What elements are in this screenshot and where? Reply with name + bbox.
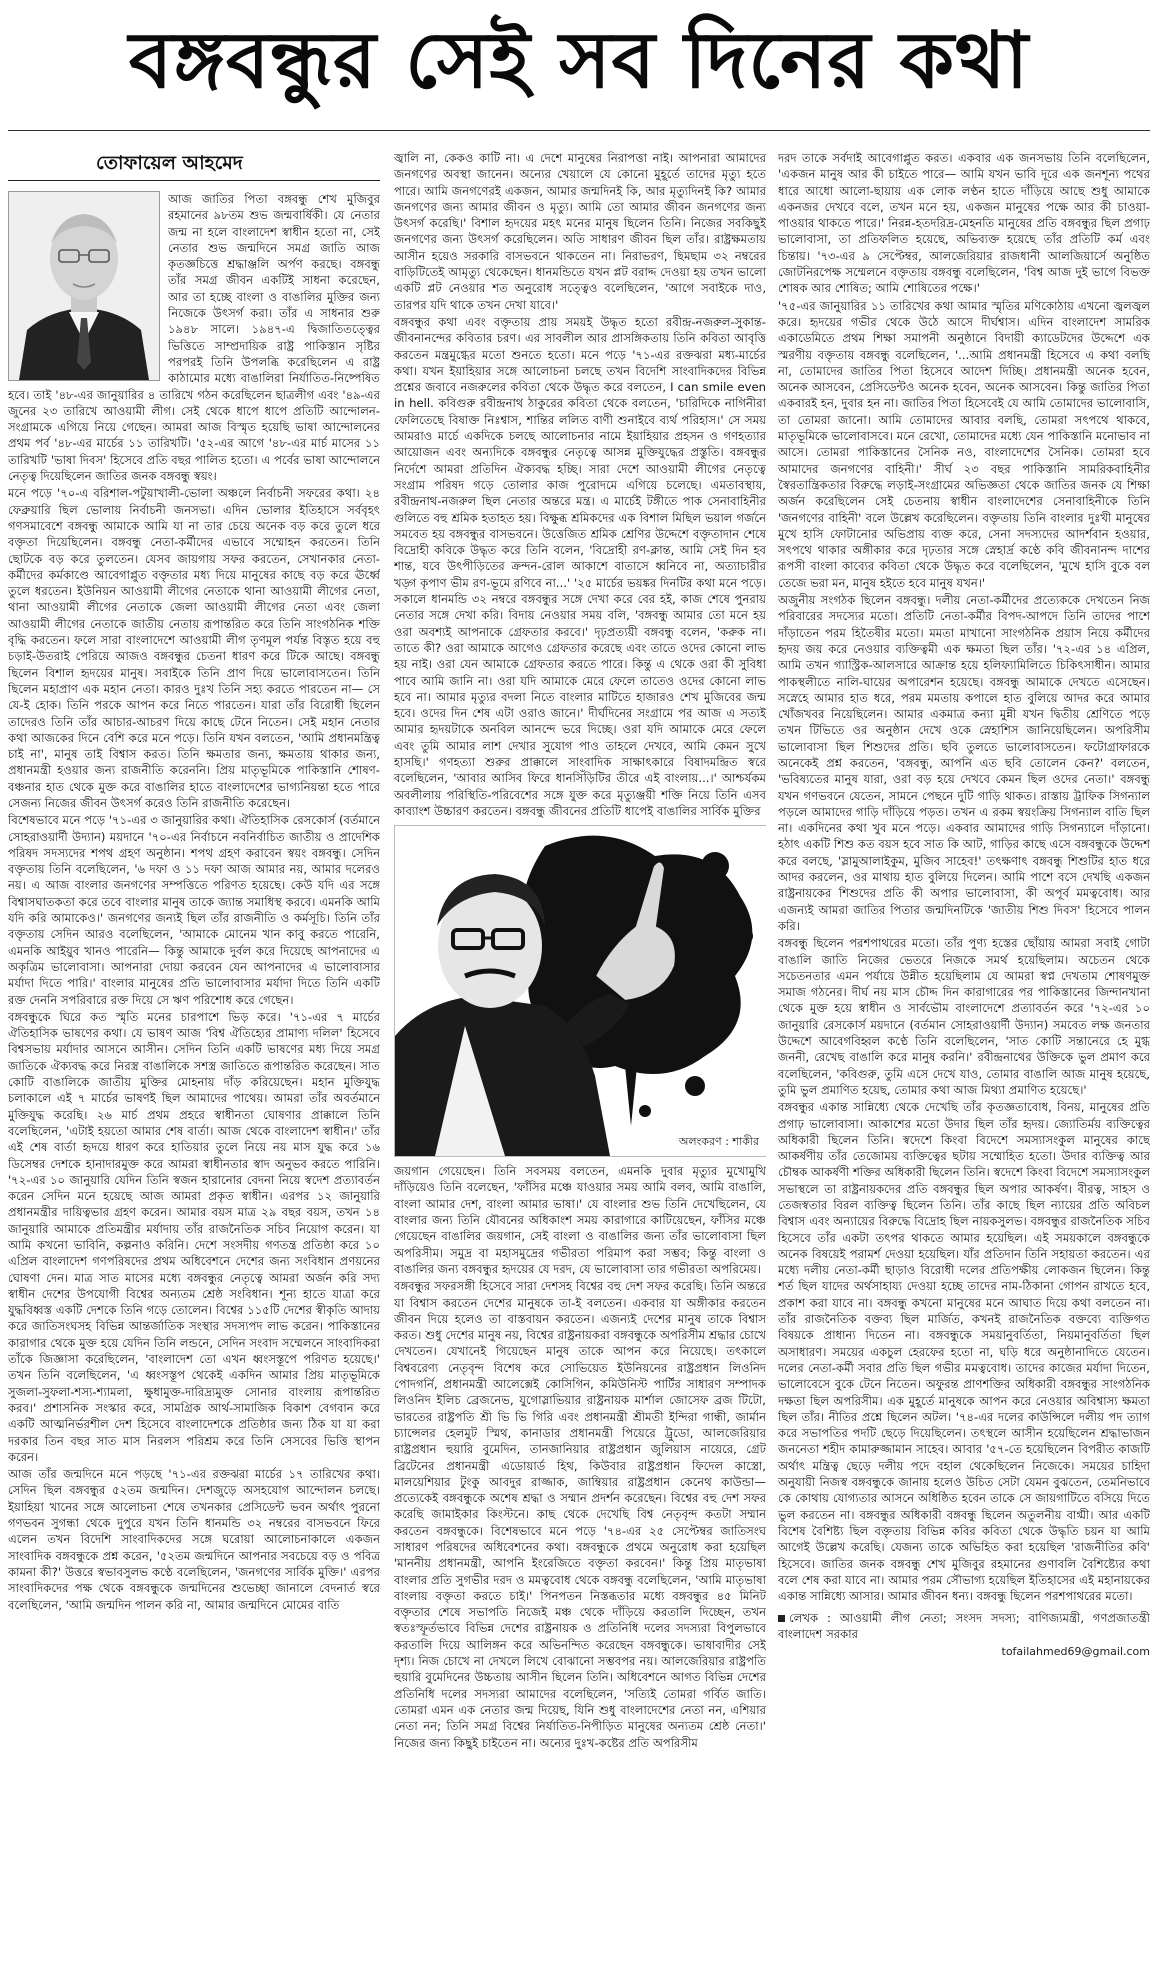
paragraph: জয়গান গেয়েছেন। তিনি সবসময় বলতেন, এমনকি দুবার মৃত্যুর মুখোমুখি দাঁড়িয়েও তিনি বলেছেন, 'ফাঁসির মঞ্চে যাওয়ার সময় আমি বলব, আমি বাঙালি, বাংলা আমার দেশ, বাংলা আমার ভাষা।' যে বাংলার শুভ তিনি দেখেছিলেন, যে বাংলার জন্য তিনি যৌবনের অধিকাংশ সময় কারাগারে কাটিয়েছেন, ফাঁসির মঞ্চে গেয়েছেন বাঙালির জয়গান, সেই বাংলা ও বাঙালির জন্য তাঁর ভালোবাসা ছিল অপরিসীম। সমুদ্র বা মহাসমুদ্রের গভীরতা পরিমাপ করা সম্ভব; কিন্তু বাংলা ও বাঙালির জন্য বঙ্গবন্ধুর হৃদয়ের যে দরদ, যে ভালোবাসা তার গভীরতা অপরিমেয়। xyxy=(394,1164,766,1276)
paragraph: জ্বালি না, কেকও কাটি না। এ দেশে মানুষের নিরাপত্তা নাই। আপনারা আমাদের জনগণের অবস্থা জানেন। অন্যের খেয়ালে যে কোনো মুহূর্তে তাদের মৃত্যু হতে পারে। আমি জনগণেরই একজন, আমার জন্মদিনই কি, আর মৃত্যুদিনই কি? আমার জনগণের জন্য আমার জীবন ও মৃত্যু। আমি তো আমার জীবন জনগণের জন্য উৎসর্গ করেছি।' বিশাল হৃদয়ের মহৎ মনের মানুষ ছিলেন তিনি। নিজের সবকিছুই জনগণের জন্য উৎসর্গ করেছিলেন। অতি সাধারণ জীবন ছিল তাঁর। রাষ্ট্রক্ষমতায় আসীন হয়েও সরকারি বাসভবনে থাকতেন না। নিরাভরণ, ছিমছাম ৩২ নম্বরের বাড়িটিতেই আমৃত্যু থেকেছেন। ধানমন্ডিতে যখন প্লট বরাদ্দ দেওয়া হয় তখন ভালো একটি প্লট নেওয়ার শত অনুরোধ সত্ত্বেও বলেছিলেন, 'আগে সবাইকে দাও, তারপর যদি থাকে তখন দেখা যাবে।' xyxy=(394,151,766,312)
illustration xyxy=(394,825,766,1157)
paragraph: আজ জাতির পিতা বঙ্গবন্ধু শেখ মুজিবুর রহমানের ৯৮তম শুভ জন্মবার্ষিকী। যে নেতার জন্ম না হলে বাংলাদেশ স্বাধীন হতো না, সেই নেতার শুভ জন্মদিনে সমগ্র জাতি আজ কৃতজ্ঞচিত্তে শ্রদ্ধাঞ্জলি অর্পণ করছে। বঙ্গবন্ধু তাঁর সমগ্র জীবন একটিই সাধনা করেছেন, আর তা হচ্ছে বাংলা ও বাঙালির মুক্তির জন্য নিজেকে উৎসর্গ করা। তাঁর এ সাধনার শুরু ১৯৪৮ সালে। ১৯৪৭-এ দ্বিজাতিতত্ত্বের ভিত্তিতে সাম্প্রদায়িক রাষ্ট্র পাকিস্তান সৃষ্টির পরপরই তিনি উপলব্ধি করেছিলেন এ রাষ্ট্র কাঠামোর মধ্যে বাঙালিরা নির্যাতিত-নিষ্পেষিত হবে। তাই '৪৮-এর জানুয়ারির ৪ তারিখে গঠন করেছিলেন ছাত্রলীগ এবং '৪৯-এর জুনের ২৩ তারিখে আওয়ামী লীগ। সেই থেকে ধাপে ধাপে প্রতিটি আন্দোলন-সংগ্রামকে এগিয়ে নিয়ে গেছেন। আমরা আজ বিস্মৃত হয়েছি ভাষা আন্দোলনের প্রথম পর্ব '৪৮-এর মার্চের ১১ তারিখটি। '৫২-এর আগে '৪৮-এর মার্চ মাসের ১১ তারিখটি 'ভাষা দিবস' হিসেবে প্রতি বছর পালিত হতো। এ পর্বের ভাষা আন্দোলনে নেতৃত্ব দিয়েছিলেন জাতির জনক বঙ্গবন্ধু স্বয়ং। xyxy=(8,192,380,484)
square-bullet-icon xyxy=(778,1615,785,1622)
headline-divider xyxy=(8,130,1150,131)
paragraph: বিশেষভাবে মনে পড়ে '৭১-এর ৩ জানুয়ারির কথা। ঐতিহাসিক রেসকোর্স (বর্তমানে সোহরাওয়ার্দী উদ্যান) ময়দানে '৭০-এর নির্বাচনে নবনির্বাচিত জাতীয় ও প্রাদেশিক পরিষদ সদস্যদের শপথ গ্রহণ অনুষ্ঠান। শপথ গ্রহণ করাবেন স্বয়ং বঙ্গবন্ধু। সেদিন বক্তৃতায় তিনি বলেছিলেন, '৬ দফা ও ১১ দফা আজ আমার নয়, আমার দলেরও নয়। এ আজ বাংলার জনগণের সম্পত্তিতে পরিণত হয়েছে। কেউ যদি এর সঙ্গে বিশ্বাসঘাতকতা করে তবে বাংলার মানুষ তাকে জ্যান্ত সমাধিস্থ করবে। এমনকি আমি যদি করি আমাকেও।' জনগণের জন্যই ছিল তাঁর রাজনীতি ও কর্মসূচি। তিনি তাঁর বক্তৃতায় সেদিন আরও বলেছিলেন, 'আমাকে মোনেম খান কাবু করতে পারেনি, এমনকি আইয়ুব খানও পারেনি— কিন্তু আমাকে দুর্বল করে দিয়েছে আপনাদের এ অকৃত্রিম ভালোবাসা। আপনারা দোয়া করবেন যেন আপনাদের এ ভালোবাসার মর্যাদা দিতে পারি।' বাংলার মানুষের প্রতি ভালোবাসার মর্যাদা দিতে তিনি একটি রক্ত দেননি সপরিবারে রক্ত দিয়ে সে ঋণ পরিশোধ করে গেছেন। xyxy=(8,813,380,1007)
paragraph: অজুনীয় সংগঠক ছিলেন বঙ্গবন্ধু। দলীয় নেতা-কর্মীদের প্রত্যেককে দেখতেন নিজ পরিবারের সদস্যের মতো। প্রতিটি নেতা-কর্মীর বিপদ-আপদে তিনি তাদের পাশে দাঁড়াতেন পরম হিতৈষীর মতো। মমতা মাখানো সাংগঠনিক প্রয়াস নিয়ে কর্মীদের হৃদয় জয় করে নেওয়ার ব্যক্তিত্বমী এক ক্ষমতা ছিল তাঁর। '৭২-এর ১৪ এপ্রিল, আমি তখন গ্যাস্ট্রিক-আলসারে আক্রান্ত হয়ে হলিফ্যামিলিতে চিকিৎসাধীন। আমার পাকস্থলীতে নালি-ঘায়ের অপারেশন হয়েছে। বঙ্গবন্ধু আমাকে দেখতে এসেছেন। সস্নেহে আমার হাত ধরে, পরম মমতায় কপালে হাত বুলিয়ে আদর করে আমার খোঁজখবর নিয়েছিলেন। আমার একমাত্র কন্যা মুন্নী যখন দ্বিতীয় শ্রেণিতে পড়ে তখন টিভিতে ওর অনুষ্ঠান দেখে ওকে স্নেহাশিস জানিয়েছিলেন। অপরিসীম ভালোবাসা ছিল শিশুদের প্রতি। ছবি তুলতে ভালোবাসতেন। ফটোগ্রাফারকে অনেকেই প্রশ্ন করতেন, 'বঙ্গবন্ধু, আপনি এত ছবি তোলেন কেন?' বলতেন, 'ভবিষ্যতের মানুষ যারা, ওরা বড় হয়ে দেখবে কেমন ছিল ওদের নেতা।' বঙ্গবন্ধু যখন গণভবনে যেতেন, সামনে পেছনে দুটি গাড়ি থাকত। রাস্তায় ট্রাফিক সিগন্যাল পড়লে আমাদের গাড়ি দাঁড়িয়ে পড়ত। তখন এ রকম স্বয়ংক্রিয় সিগন্যাল বাতি ছিল না। একদিনের কথা খুব মনে পড়ে। একবার আমাদের গাড়ি সিগন্যালে দাঁড়ানো। হঠাৎ একটি শিশু কত বয়স হবে সাত কি আট, গাড়ির কাছে এসে বঙ্গবন্ধুকে উদ্দেশ করে বলছে, 'স্লামুআলাইকুম, মুজিব সাহেব!' তৎক্ষণাৎ বঙ্গবন্ধু শিশুটির হাত ধরে আদর করলেন, ওর মাথায় হাত বুলিয়ে দিলেন। আমি পাশে বসে দেখছি একজন রাষ্ট্রনায়কের শিশুদের প্রতি কী অপার ভালোবাসা, কী অপূর্ব মমত্ববোধ। আর এজন্যই আমরা জাতির পিতার জন্মদিনটিকে 'জাতীয় শিশু দিবস' হিসেবে পালন করি। xyxy=(778,593,1150,933)
article-column-1 xyxy=(8,150,380,1970)
paragraph: বঙ্গবন্ধুকে ঘিরে কত স্মৃতি মনের চারপাশে ভিড় করে। '৭১-এর ৭ মার্চের ঐতিহাসিক ভাষণের কথা। যে ভাষণ আজ 'বিশ্ব ঐতিহ্যের প্রামাণ্য দলিল' হিসেবে বিশ্বসভায় মর্যাদার আসনে আসীন। সেদিন তিনি একটি ভাষণের মধ্য দিয়ে সমগ্র জাতিকে ঐক্যবদ্ধ করে নিরস্ত্র বাঙালিকে সশস্ত্র জাতিতে রূপান্তরিত করেছেন। সাত কোটি বাঙালিকে জাতীয় মুক্তির মোহনায় দাঁড় করিয়েছেন। মহান মুক্তিযুদ্ধ চলাকালে এই ৭ মার্চের ভাষণই ছিল আমাদের পাথেয়। আমরা তাঁর অবর্তমানে মুক্তিযুদ্ধ করেছি। ২৬ মার্চ প্রথম প্রহরে স্বাধীনতা ঘোষণার প্রাক্কালে তিনি বলেছিলেন, 'এটাই হয়তো আমার শেষ বার্তা। আজ থেকে বাংলাদেশ স্বাধীন।' তাঁর এই শেষ বার্তা হৃদয়ে ধারণ করে হাতিয়ার তুলে নিয়ে নয় মাস যুদ্ধ করে ১৬ ডিসেম্বর দেশকে হানাদারমুক্ত করে আমরা স্বাধীনতার স্বাদ অনুভব করতে পারিনি। '৭২-এর ১০ জানুয়ারি যেদিন তিনি স্বজন হারানোর বেদনা নিয়ে স্বদেশ প্রত্যাবর্তন করেন সেদিন মনে হয়েছে আজ আমরা প্রকৃত স্বাধীন। এরপর ১২ জানুয়ারি প্রধানমন্ত্রীর দায়িত্বভার গ্রহণ করেন। আমার বয়স মাত্র ২৯ বছর বয়স, তখন ১৪ জানুয়ারি আমাকে প্রতিমন্ত্রীর মর্যাদায় তাঁর রাজনৈতিক সচিব নিয়োগ করেন। যা আমি কখনো ভাবিনি, কল্পনাও করিনি। দেশে সংসদীয় গণতন্ত্র প্রতিষ্ঠা করে ১০ এপ্রিল বাংলাদেশ গণপরিষদের প্রথম অধিবেশনে দেশের জন্য সংবিধান প্রণয়নের ঘোষণা দেন। মাত্র সাত মাসের মধ্যে বঙ্গবন্ধুর নেতৃত্বে আমরা অর্জন করি সদ্য স্বাধীন দেশের উপযোগী বিশ্বের অন্যতম শ্রেষ্ঠ সংবিধান। শূন্য হাতে যাত্রা করে যুদ্ধবিধ্বস্ত একটি দেশকে তিনি গড়ে তোলেন। বিশ্বের ১১৫টি দেশের স্বীকৃতি আদায় করে জাতিসংঘসহ বিভিন্ন আন্তর্জাতিক সংস্থার সদস্যপদ লাভ করেন। পাকিস্তানের কারাগার থেকে মুক্ত হয়ে যেদিন তিনি লন্ডনে, সেদিন সংবাদ সম্মেলনে সাংবাদিকরা তাঁকে জিজ্ঞাসা করেছিলেন, 'বাংলাদেশ তো এখন ধ্বংসস্তূপে পরিণত হয়েছে।' তখন তিনি বলেছিলেন, 'এ ধ্বংসস্তূপ থেকেই একদিন আমার প্রিয় মাতৃভূমিকে সুজলা-সুফলা-শস্য-শ্যামলা, ক্ষুধামুক্ত-দারিদ্র্যমুক্ত সোনার বাংলায় রূপান্তরিত করব।' প্রশাসনিক সংস্কার করে, সামগ্রিক আর্থ-সামাজিক বিকাশ বেগবান করে একটি আত্মনির্ভরশীল দেশ হিসেবে বাংলাদেশকে প্রতিষ্ঠার জন্য ঠিক যা যা করা দরকার তিন বছর সাত মাস নিরলস পরিশ্রম করে তিনি সেসবের ভিত্তি স্থাপন করেন। xyxy=(8,1009,380,1464)
author-portrait-graphic xyxy=(9,192,159,380)
author-note xyxy=(778,1610,1150,1642)
article-column-2 xyxy=(394,150,766,1970)
paragraph: বঙ্গবন্ধুর একান্ত সান্নিধ্যে থেকে দেখেছি তাঁর কৃতজ্ঞতাবোধ, বিনয়, মানুষের প্রতি প্রগাঢ় ভালোবাসা। আকাশের মতো উদার ছিল তাঁর হৃদয়। জ্যোতির্ময় ব্যক্তিত্বের অধিকারী ছিলেন তিনি। স্বদেশে কিংবা বিদেশে সমস্যাসংকুল মানুষের কাছে আকর্ষণীয় তাঁর তেজোময় ব্যক্তিত্বের ছটায় সম্মোহিত হতো। উদার ব্যক্তিত্ব আর চৌম্বক আকর্ষণী শক্তির অধিকারী ছিলেন তিনি। স্বদেশে কিংবা বিদেশে সমস্যাসংকুল সভাস্থলে তা রাষ্ট্রনায়কদের প্রতি বঙ্গবন্ধুর ছিল অপার আকর্ষণ। বীরত্ব, সাহস ও তেজস্বতার বিরল ব্যক্তিত্ব ছিলেন তিনি। তাঁর কাছে ছিল ন্যায়ের প্রতি অবিচল বিশ্বাস এবং অন্যায়ের বিরুদ্ধে বিদ্রোহ ছিল নায়কসুলভ। বঙ্গবন্ধুর রাজনৈতিক সচিব হিসেবে তাঁর একটা তৎপর থাকতে আমার হয়েছিল। এই সময়কালে বঙ্গবন্ধুকে অনেক বিষয়েই পরামর্শ দেওয়া হয়েছিল। যাঁর প্রতিদান তিনি সহায়তা করতেন। এর মধ্যে দলীয় নেতা-কর্মী ছাড়াও বিরোধী দলের প্রতিপক্ষীয় লোকজন ছিলেন। কিন্তু শর্ত ছিল যাদের অর্থসাহায্য দেওয়া হচ্ছে তাদের নাম-ঠিকানা গোপন রাখতে হবে, প্রকাশ করা যাবে না। বঙ্গবন্ধু কখনো মানুষের মনে আঘাত দিয়ে কথা বলতেন না। তাঁর রাজনৈতিক বক্তব্য ছিল মার্জিত, কখনই রাজনৈতিক বক্তব্যে ব্যক্তিগত বিষয়কে প্রাধান্য দিতেন না। বঙ্গবন্ধুকে সময়ানুবর্তিতা, নিয়মানুবর্তিতা ছিল অসাধারণ। সময়ের একচুল হেরফের হতো না, ঘড়ি ধরে অনুষ্ঠানাদিতে যেতেন। দলের নেতা-কর্মী সবার প্রতি ছিল গভীর মমত্ববোধ। তাদের কাজের মর্যাদা দিতেন, ভালোবেসে বুকে টেনে নিতেন। অফুরন্ত প্রাণশক্তির অধিকারী বঙ্গবন্ধুর সাংগঠনিক দক্ষতা ছিল অপরিসীম। এক মুহূর্তে মানুষকে আপন করে নেওয়ার অবিশ্বাস্য ক্ষমতা ছিল তাঁর। নীতির প্রশ্নে ছিলেন অটল। '৭৪-এর দলের কাউন্সিলে দলীয় পদ ত্যাগ করে সভাপতির পদটি ছেড়ে দিয়েছিলেন। তৎস্থলে আসীন হয়েছিলেন শ্রদ্ধাভাজন জননেতা শহীদ কামারুজ্জামান সাহেব। আবার '৫৭-তে হয়েছিলেন বিপরীত কাজটি অর্থাৎ মন্ত্রিত্ব ছেড়ে দলীয় পদে বহাল থেকেছিলেন নিজেকে। সময়ের চাহিদা অনুযায়ী নিজস্ব বঙ্গবন্ধুকে জানায় হলেও উচিত সেটা যেমন বুঝতেন, তেমনিভাবে কে কোথায় যোগ্যতার আসনে অধিষ্ঠিত হবেন তাকে সে জায়গাটিতে বসিয়ে দিতে ভুল করতেন না। বঙ্গবন্ধুর অধিকারী বঙ্গবন্ধু ছিলেন অতুলনীয় বাগ্মী। আর একটি বিশেষ বৈশিষ্ট্য ছিল বক্তৃতায় বিভিন্ন কবির কবিতা থেকে উদ্ধৃতি চয়ন যা আমি আগেই উল্লেখ করেছি। যেজন্য তাকে অভিহিত করা হয়েছিল 'রাজনীতির কবি' হিসেবে। জাতির জনক বঙ্গবন্ধু শেখ মুজিবুর রহমানের গুণাবলি বৈশিষ্ট্যের কথা বলে শেষ করা যাবে না। আমার পরম সৌভাগ্য হয়েছিল ইতিহাসের এই মহানায়কের একান্ত সান্নিধ্যে আসার। আমার জীবন ধন্য। বঙ্গবন্ধু ছিলেন পরশপাথরের মতো। xyxy=(778,1100,1150,1604)
byline-divider xyxy=(8,180,380,181)
author-email: tofailahmed69@gmail.com xyxy=(1001,1645,1150,1659)
author-note-text: লেখক : আওয়ামী লীগ নেতা; সংসদ সদস্য; বাণিজ্যমন্ত্রী, গণপ্রজাতন্ত্রী বাংলাদেশ সরকার xyxy=(778,1611,1150,1642)
paragraph: বঙ্গবন্ধুর সফরসঙ্গী হিসেবে সারা দেশসহ বিশ্বের বহু দেশ সফর করেছি। তিনি অন্তরে যা বিশ্বাস করতেন দেশের মানুষকে তা-ই বলতেন। একবার যা অঙ্গীকার করতেন জীবন দিয়ে হলেও তা বাস্তবায়ন করতেন। এজন্যই দেশের মানুষ তাকে বিশ্বাস করত। শুধু দেশের মানুষ নয়, বিশ্বের রাষ্ট্রনায়করা বঙ্গবন্ধুকে অপরিসীম শ্রদ্ধার চোখে দেখতেন। যেখানেই গিয়েছেন মানুষ তাকে আপন করে নিয়েছে। তৎকালে বিশ্ববরেণ্য নেতৃবৃন্দ বিশেষ করে সোভিয়েত ইউনিয়নের রাষ্ট্রপ্রধান লিওনিদ পোদগর্নি, প্রধানমন্ত্রী আলেক্সেই কোসিগিন, কমিউনিস্ট পার্টির সাধারণ সম্পাদক লিওনিদ ইলিচ ব্রেজনেভ, যুগোস্লাভিয়ার রাষ্ট্রনায়ক মার্শাল জোসেফ ব্রজ টিটো, ভারতের রাষ্ট্রপতি শ্রী ভি ভি গিরি এবং প্রধানমন্ত্রী শ্রীমতী ইন্দিরা গান্ধী, জার্মান চ্যান্সেলর হেলমুট স্মিথ, কানাডার প্রধানমন্ত্রী পিয়েরে ট্রুডো, আলজেরিয়ার রাষ্ট্রপ্রধান হুয়ারি বুমেদিন, তানজানিয়ার রাষ্ট্রপ্রধান জুলিয়াস নায়েরে, গ্রেট ব্রিটেনের প্রধানমন্ত্রী এডোয়ার্ড হিথ, কিউবার রাষ্ট্রপ্রধান ফিদেল কাস্ত্রো, মালয়েশিয়ার টুংকু আবদুর রাজ্জাক, জাম্বিয়ার রাষ্ট্রপ্রধান কেনেথ কাউন্ডা— প্রত্যেকেই বঙ্গবন্ধুকে অশেষ শ্রদ্ধা ও সম্মান প্রদর্শন করেছেন। বিশ্বের বহু দেশ সফর করেছি জামাইকার কিংস্টনে। কাছ থেকে দেখেছি বিশ্ব নেতৃবৃন্দ কতটা সম্মান করতেন বঙ্গবন্ধুকে। বিশেষভাবে মনে পড়ে '৭৪-এর ২৫ সেপ্টেম্বর জাতিসংঘ সাধারণ পরিষদের অধিবেশনের কথা। বঙ্গবন্ধুকে প্রথমে অনুরোধ করা হয়েছিল 'মাননীয় প্রধানমন্ত্রী, আপনি ইংরেজিতে বক্তৃতা করবেন।' কিন্তু প্রিয় মাতৃভাষা বাংলার প্রতি সুগভীর দরদ ও মমত্ববোধ থেকে বঙ্গবন্ধু বলেছিলেন, 'আমি মাতৃভাষা বাংলায় বক্তৃতা করতে চাই।' পিনপতন নিস্তব্ধতার মধ্যে বঙ্গবন্ধুর ৪৫ মিনিট বক্তৃতার শেষে সভাপতি নিজেই মঞ্চ থেকে দাঁড়িয়ে করতালি দিচ্ছেন, তখন স্বতঃস্ফূর্তভাবে বিভিন্ন দেশের রাষ্ট্রনায়ক ও প্রতিনিধি দলের সদস্যরা বিপুলভাবে করতালি দিয়ে আলিঙ্গন করে অভিনন্দিত করেছেন বঙ্গবন্ধুকে। ভাষাবাদীর সেই দৃশ্য। নিজ চোখে না দেখলে লিখে বোঝানো সম্ভবপর নয়। আলজেরিয়ার রাষ্ট্রপতি হুয়ারি বুমেদিনের উচ্চতায় আসীন ছিলেন তিনি। অধিবেশনে আগত বিভিন্ন দেশের প্রতিনিধি দলের সদস্যরা আমাদের বলেছিলেন, 'সত্যিই তোমরা গর্বিত জাতি। তোমরা এমন এক নেতার জন্ম দিয়েছ, যিনি শুধু বাংলাদেশের নেতা নন, এশিয়ার নেতা নন; তিনি সমগ্র বিশ্বের নির্যাতিত-নিপীড়িত মানুষের অন্যতম শ্রেষ্ঠ নেতা।' নিজের জন্য কিছুই চাইতেন না। অন্যের দুঃখ-কষ্টের প্রতি অপরিসীম xyxy=(394,1279,766,1750)
author-portrait xyxy=(8,191,160,381)
byline: তোফায়েল আহমেদ xyxy=(96,152,243,174)
portrait-illustration-graphic xyxy=(395,826,766,1156)
paragraph: আজ তাঁর জন্মদিনে মনে পড়ছে '৭১-এর রক্তঝরা মার্চের ১৭ তারিখের কথা। সেদিন ছিল বঙ্গবন্ধুর ৫২তম জন্মদিন। দেশজুড়ে অসহযোগ আন্দোলন চলছে। ইয়াহিয়া খানের সঙ্গে আলোচনা শেষে তখনকার প্রেসিডেন্ট ভবন অর্থাৎ পুরনো গণভবন সুগন্ধা থেকে দুপুরে যখন তিনি ধানমন্ডি ৩২ নম্বরের বাসভবনে ফিরে এলেন তখন বিদেশি সাংবাদিকদের সঙ্গে ঘরোয়া আলোচনাকালে একজন সাংবাদিক বঙ্গবন্ধুকে প্রশ্ন করেন, '৫২তম জন্মদিনে আপনার সবচেয়ে বড় ও পবিত্র কামনা কী?' উত্তরে স্বভাবসুলভ কণ্ঠে বলেছিলেন, 'জনগণের সার্বিক মুক্তি।' এরপর সাংবাদিকদের পক্ষ থেকে বঙ্গবন্ধুকে জন্মদিনের শুভেচ্ছা জানালে বেদনার্ত স্বরে বলেছিলেন, 'আমি জন্মদিন পালন করি না, আমার জন্মদিনে মোমের বাতি xyxy=(8,1467,380,1612)
paragraph: দরদ তাকে সর্বদাই আবেগাপ্লুত করত। একবার এক জনসভায় তিনি বলেছিলেন, 'একজন মানুষ আর কী চাইতে পারে— আমি যখন ভাবি দূরে এক জনশূন্য পথের ধারে আধো আলো-ছায়ায় এক লোক লণ্ঠন হাতে দাঁড়িয়ে আছে শুধু আমাকে একনজর দেখবে বলে, তখন মনে হয়, একজন মানুষের পক্ষে আর কী চাওয়া-পাওয়ার থাকতে পারে।' নিরন্ন-হতদরিদ্র-মেহনতি মানুষের প্রতি বঙ্গবন্ধুর ছিল প্রগাঢ় ভালোবাসা, তা প্রতিফলিত হয়েছে, অভিব্যক্ত হয়েছে তাঁর প্রতিটি কর্ম এবং চিন্তায়। '৭৩-এর ৯ সেপ্টেম্বর, আলজেরিয়ার রাজধানী আলজিয়ার্সে অনুষ্ঠিত জোটনিরপেক্ষ সম্মেলনে বক্তৃতায় বঙ্গবন্ধু বলেছিলেন, 'বিশ্ব আজ দুই ভাগে বিভক্ত শোষক আর শোষিত; আমি শোষিতের পক্ষে।' xyxy=(778,151,1150,296)
paragraph: মনে পড়ে '৭০-এ বরিশাল-পটুয়াখালী-ভোলা অঞ্চলে নির্বাচনী সফরের কথা। ২৪ ফেব্রুয়ারি ছিল ভোলায় নির্বাচনী জনসভা। এদিন ভোলার ইতিহাসে সর্ববৃহৎ গণসমাবেশে বঙ্গবন্ধু আমাকে আমি যা না তার চেয়ে অনেক বড় করে তুলে ধরে বক্তৃতা দিয়েছিলেন। বঙ্গবন্ধু নেতা-কর্মীদের এভাবে সম্মোহন করতেন। তিনি ছোটকে বড় করে তুলতেন। যেসব জায়গায় সফর করতেন, সেখানকার নেতা-কর্মীদের কর্মকাণ্ডে আবেগাপ্লুত বক্তৃতার মধ্য দিয়ে মানুষের কাছে বড় করে ঊর্ধ্বে তুলে ধরতেন। ইউনিয়ন আওয়ামী লীগের নেতাকে থানা আওয়ামী লীগের নেতা, থানা আওয়ামী লীগের নেতাকে জেলা আওয়ামী লীগের নেতা এবং জেলা আওয়ামী লীগের নেতাকে জাতীয় নেতায় রূপান্তরিত করে তিনি সাংগঠনিক শক্তি বৃদ্ধি করতেন। ফলে সারা বাংলাদেশে আওয়ামী লীগ তৃণমূল পর্যন্ত বিস্তৃত হয়ে বহু চড়াই-উতরাই পেরিয়ে আজও বঙ্গবন্ধুর চেতনা ধারণ করে টিকে আছে। বঙ্গবন্ধু ছিলেন বিশাল হৃদয়ের মানুষ। সবাইকে তিনি প্রাণ দিয়ে ভালোবাসতেন। তিনি ছিলেন মহাপ্রাণ এক মহান নেতা। কারও দুঃখ তিনি সহ্য করতে পারতেন না— সে যে-ই হোক। তিনি পরকে আপন করে নিতে পারতেন। যারা তাঁর বিরোধী ছিলেন তাদেরও তিনি তাঁর আচার-আচরণ দিয়ে কাছে টেনে নিতেন। সেই মহান নেতার কথা আজকের দিনে বেশি করে মনে পড়ে। তিনি যখন বলতেন, 'আমি প্রধানমন্ত্রিত্ব চাই না', মানুষ তাই বিশ্বাস করত। তিনি ক্ষমতার জন্য, ক্ষমতায় থাকার জন্য, প্রধানমন্ত্রী হওয়ার জন্য রাজনীতি করেননি। প্রিয় মাতৃভূমিকে পাকিস্তানি শোষণ-বঞ্চনার হাত থেকে মুক্ত করে বাঙালির হাতে বাংলাদেশের ভাগ্যনিয়ন্তা হতে পারে সেজন্য নিজের জীবন উৎসর্গ করেও তিনি রাজনীতি করেছেন। xyxy=(8,486,380,810)
paragraph: বঙ্গবন্ধু ছিলেন পরশপাথরের মতো। তাঁর পুণ্য হস্তের ছোঁয়ায় আমরা সবাই গোটা বাঙালি জাতি নিজের ভেতরে নিজকে সমর্থ হয়েছিলাম। অচেতন থেকে সচেতনতার এমন পর্যায়ে উন্নীত হয়েছিলাম যে আমরা স্বপ্ন দেখতাম শোষণমুক্ত সমাজ গঠনের। দীর্ঘ নয় মাস চৌদ্দ দিন কারাগারের পর পাকিস্তানের জিন্দানখানা থেকে মুক্ত হয়ে স্বাধীন ও সার্বভৌম বাংলাদেশে প্রত্যাবর্তন করে '৭২-এর ১০ জানুয়ারি রেসকোর্স ময়দানে (বর্তমান সোহরাওয়ার্দী উদ্যান) সমবেত লক্ষ জনতার উদ্দেশে আবেগবিহ্বল কণ্ঠে তিনি বলেছিলেন, 'সাত কোটি সন্তানেরে হে মুগ্ধ জননী, রেখেছ বাঙালি করে মানুষ করনি।' রবীন্দ্রনাথের উক্তিকে ভুল প্রমাণ করে বলেছিলেন, 'কবিগুরু, তুমি এসে দেখে যাও, তোমার বাঙালি আজ মানুষ হয়েছে, তুমি ভুল প্রমাণিত হয়েছ, তোমার কথা আজ মিথ্যা প্রমাণিত হয়েছে।' xyxy=(778,936,1150,1097)
paragraph: '৭৫-এর জানুয়ারির ১১ তারিখের কথা আমার স্মৃতির মণিকোঠায় এখনো জ্বলজ্বল করে। হৃদয়ের গভীর থেকে উঠে আসে দীর্ঘশ্বাস। এদিন বাংলাদেশ সামরিক একাডেমিতে প্রথম শিক্ষা সমাপনী অনুষ্ঠানে বিদায়ী ক্যাডেটদের উদ্দেশে এক স্মরণীয় বক্তৃতায় বঙ্গবন্ধু বলেছিলেন, '...আমি প্রধানমন্ত্রী হিসেবে এ কথা বলছি না, তোমাদের জাতির পিতা হিসেবে আদেশ দিচ্ছি। প্রধানমন্ত্রী অনেক হবেন, অনেক আসবেন, প্রেসিডেন্টও অনেক হবেন, অনেক আসবেন। কিন্তু জাতির পিতা একবারই হন, দুবার হন না। জাতির পিতা হিসেবেই যে আমি তোমাদের ভালোবাসি, তা তোমরা জানো। আমি তোমাদের আবার বলছি, তোমরা সৎপথে থাকবে, মাতৃভূমিকে ভালোবাসবে। মনে রেখো, তোমাদের মধ্যে যেন পাকিস্তানি মনোভাব না আসে। তোমরা পাকিস্তানের সৈনিক নও, বাংলাদেশের সৈনিক। তোমরা হবে আমাদের জনগণের বাহিনী।' সীর্ঘ ২৩ বছর পাকিস্তানি সামরিকবাহিনীর স্বৈরতান্ত্রিকতার বিরুদ্ধে লড়াই-সংগ্রামের অভিজ্ঞতা থেকে জাতির জনক যে শিক্ষা অর্জন করেছিলেন সেই চেতনায় স্বাধীন বাংলাদেশের সেনাবাহিনীকে তিনি 'জনগণের বাহিনী' বলে উল্লেখ করেছিলেন। বক্তৃতায় তিনি বাংলার দুঃখী মানুষের মুখে হাসি ফোটানোর অভিপ্রায় ব্যক্ত করে, সেনা সদস্যদের আদর্শবান হওয়ার, সৎপথে থাকার অঙ্গীকার করে দৃঢ়তার সঙ্গে স্নেহার্দ্র কণ্ঠে কবি জীবনানন্দ দাশের রূপসী বাংলা কাব্যের কবিতা থেকে উদ্ধৃত করে বলেছিলেন, 'মুখে হাসি বুকে বল তেজে ভরা মন, মানুষ হইতে হবে মানুষ যখন।' xyxy=(778,298,1150,590)
article-column-3 xyxy=(778,150,1150,1970)
paragraph: বঙ্গবন্ধুর কথা এবং বক্তৃতায় প্রায় সময়ই উদ্ধৃত হতো রবীন্দ্র-নজরুল-সুকান্ত-জীবনানন্দের কবিতার চরণ। এর সাবলীল আর প্রাসঙ্গিকতায় তিনি কবিতা আবৃত্তি করতেন মন্ত্রমুগ্ধের মতো শুনতে হতো। মনে পড়ে '৭১-এর রক্তঝরা মধ্য-মার্চের কথা। যখন ইয়াহিয়ার সঙ্গে আলোচনা চলছে তখন বিদেশি সাংবাদিকদের বিভিন্ন প্রশ্নের জবাবে নজরুলের কবিতা থেকে উদ্ধৃত করে বলতেন, I can smile even in hell. কবিগুরু রবীন্দ্রনাথ ঠাকুরের কবিতা থেকে বলতেন, 'চারিদিকে নাগিনীরা ফেলিতেছে বিষাক্ত নিঃশ্বাস, শান্তির ললিত বাণী শুনাইবে ব্যর্থ পরিহাস।' সে সময় আমরাও মার্চে একদিকে চলছে আলোচনার নামে ইয়াহিয়ার প্রহসন ও গণহত্যার আয়োজন এবং অন্যদিকে বঙ্গবন্ধুর নেতৃত্বে আসন্ন মুক্তিযুদ্ধের প্রস্তুতি। বঙ্গবন্ধুর নির্দেশে আমরা প্রতিদিন ঐক্যবদ্ধ হচ্ছি। সারা দেশে আওয়ামী লীগের নেতৃত্বে সংগ্রাম পরিষদ গড়ে তোলার কাজ পুরোদমে এগিয়ে চলেছে। এমতাবস্থায়, রবীন্দ্রনাথ-নজরুল ছিল নেতার অন্তরে মন্ত্র। এ মার্চেই টঙ্গীতে পাক সেনাবাহিনীর গুলিতে বহু শ্রমিক হতাহত হয়। বিক্ষুব্ধ শ্রমিকদের এক বিশাল মিছিল ভয়াল গর্জনে সমবেত হয় বঙ্গবন্ধুর বাসভবনে। উত্তেজিত শ্রমিক শ্রেণির উদ্দেশে বক্তৃতাদান শেষে বিদ্রোহী কবিকে উদ্ধৃত করে তিনি বলেন, 'বিদ্রোহী রণ-ক্লান্ত, আমি সেই দিন হব শান্ত, যবে উৎপীড়িতের ক্রন্দন-রোল আকাশে বাতাসে ধ্বনিবে না, অত্যাচারীর খড়্গ কৃপাণ ভীম রণ-ভূমে রণিবে না...' '২৫ মার্চের ভয়ঙ্কর দিনটির কথা মনে পড়ে। সকালে ধানমন্ডি ৩২ নম্বরে বঙ্গবন্ধুর সঙ্গে দেখা করে বের হই, কাজ শেষে পুনরায় নেতার সঙ্গে দেখা করি। বিদায় নেওয়ার সময় বলি, 'বঙ্গবন্ধু আমার তো মনে হয় ওরা অবশ্যই আপনাকে গ্রেফতার করবে।' দৃঢ়প্রত্যয়ী বঙ্গবন্ধু বলেন, 'করুক না। তাতে কী? ওরা আমাকে আগেও গ্রেফতার করেছে এবং তাতে ওদের কোনো লাভ হয় নাই। ওরা যেন আমাকে গ্রেফতার করতে পারে। কিন্তু এ থেকে ওরা কী সুবিধা পাবে আমি জানি না। ওরা যদি আমাকে মেরে ফেলে তাতেও ওদের কোনো লাভ হবে না। আমার মৃত্যুর বদলা নিতে বাংলার মাটিতে হাজারও শেখ মুজিবের জন্ম হবে। ওদের দিন শেষ এটা ওরাও জানে।' দীর্ঘদিনের সংগ্রামে পর আজ এ সত্যই আমার হৃদয়টাকে অনবিল আনন্দে ভরে দিচ্ছে। ওরা যদি আমাকে মেরে ফেলে এবং তুমি আমার লাশ দেখার সুযোগ পাও তাহলে দেখবে, আমি কেমন সুখে হাসছি।' গণহত্যা শুরুর প্রাক্কালে সাংবাদিক সাক্ষাৎকারে বিষাদমন্দ্রিত স্বরে বলেছিলেন, 'আবার আসিব ফিরে ধানসিঁড়িটির তীরে এই বাংলায়...।' আশ্চর্যকম অবলীলায় পরিস্থিতি-পরিবেশের সঙ্গে যুক্ত করে মৃত্যুঞ্জয়ী শক্তি নিয়ে তিনি এসব কাব্যাংশ উচ্চারণ করতেন। বঙ্গবন্ধু জীবনের প্রতিটি ধাপেই বাঙালির সার্বিক মুক্তির xyxy=(394,314,766,818)
headline: বঙ্গবন্ধুর সেই সব দিনের কথা xyxy=(128,16,1030,106)
illustration-credit: অলংকরণ : শাকীর xyxy=(678,1134,759,1148)
